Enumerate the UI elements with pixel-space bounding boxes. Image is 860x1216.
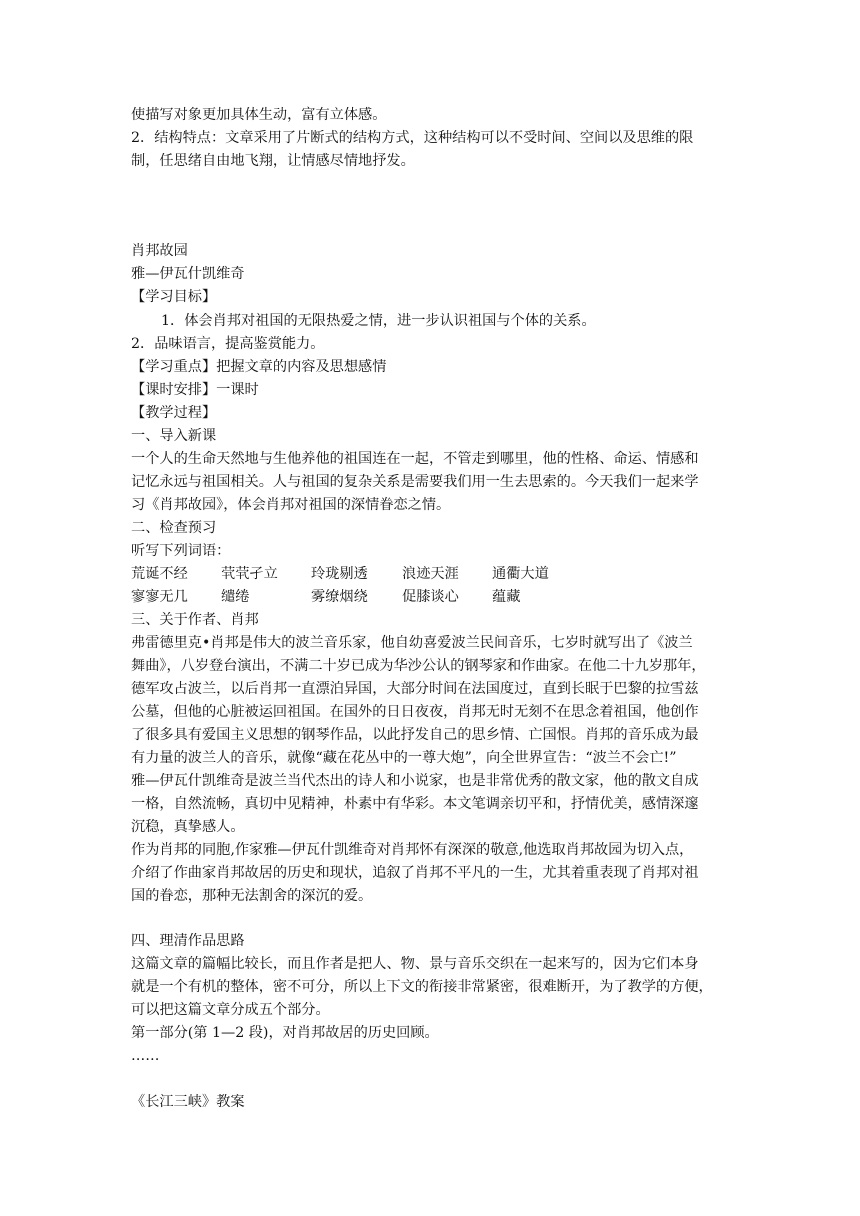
paragraph-line: 雅—伊瓦什凯维奇是波兰当代杰出的诗人和小说家，也是非常优秀的散文家，他的散文自成: [131, 773, 699, 789]
text-line: 制，任思绪自由地飞翔，让情感尽情地抒发。: [131, 153, 415, 169]
paragraph-line: 沉稳，真挚感人。: [131, 819, 245, 835]
section-heading-goals: 【学习目标】: [131, 289, 217, 305]
next-lesson-title: 《长江三峡》教案: [131, 1094, 245, 1110]
subheading-author: 三、关于作者、肖邦: [131, 612, 259, 628]
subheading-structure: 四、理清作品思路: [131, 933, 245, 949]
paragraph-line: 有力量的波兰人的音乐，就像“藏在花丛中的一尊大炮”，向全世界宣告：“波兰不会亡!”: [131, 750, 677, 766]
ellipsis: ……: [131, 1048, 160, 1064]
paragraph-line: 一格，自然流畅，真切中见精神，朴素中有华彩。本文笔调亲切平和，抒情优美，感情深邃: [131, 796, 699, 812]
vocab-word: 通衢大道: [492, 566, 549, 582]
paragraph-line: 了很多具有爱国主义思想的钢琴作品，以此抒发自己的思乡情、亡国恨。肖邦的音乐成为最: [131, 727, 699, 743]
vocab-word: 茕茕孑立: [221, 566, 278, 582]
paragraph-line: 公墓，但他的心脏被运回祖国。在国外的日日夜夜，肖邦无时无刻不在思念着祖国，他创作: [131, 704, 699, 720]
vocab-word: 荒诞不经: [131, 566, 188, 582]
vocab-word: 促膝谈心: [402, 589, 459, 605]
structure-point-line: 2．结构特点：文章采用了片断式的结构方式，这种结构可以不受时间、空间以及思维的限: [131, 130, 694, 146]
paragraph-line: 习《肖邦故园》，体会肖邦对祖国的深情眷恋之情。: [131, 497, 451, 513]
vocab-word: 缱绻: [221, 589, 250, 605]
paragraph-line: 就是一个有机的整体，密不可分，所以上下文的衔接非常紧密，很难断开，为了教学的方便，: [131, 979, 713, 995]
goal-item-1: 1．体会肖邦对祖国的无限热爱之情，进一步认识祖国与个体的关系。: [161, 313, 596, 329]
vocab-word: 浪迹天涯: [402, 566, 459, 582]
dictation-label: 听写下列词语：: [131, 543, 231, 559]
section-schedule: 【课时安排】一课时: [131, 382, 259, 398]
subheading-preview: 二、检查预习: [131, 520, 217, 536]
text-line: 使描写对象更加具体生动，富有立体感。: [131, 107, 387, 123]
vocab-word: 玲珑剔透: [311, 566, 368, 582]
paragraph-line: 弗雷德里克•肖邦是伟大的波兰音乐家，他自幼喜爱波兰民间音乐，七岁时就写出了《波兰: [131, 635, 693, 651]
section-key-points: 【学习重点】把握文章的内容及思想感情: [131, 359, 387, 375]
paragraph-line: 国的眷恋，那种无法割舍的深沉的爱。: [131, 888, 373, 904]
paragraph-line: 一个人的生命天然地与生他养他的祖国连在一起，不管走到哪里，他的性格、命运、情感和: [131, 451, 699, 467]
paragraph-line: 德军攻占波兰，以后肖邦一直漂泊异国，大部分时间在法国度过，直到长眠于巴黎的拉雪兹: [131, 681, 699, 697]
vocab-word: 雾缭烟绕: [311, 589, 368, 605]
paragraph-line: 可以把这篇文章分成五个部分。: [131, 1002, 330, 1018]
paragraph-line: 这篇文章的篇幅比较长，而且作者是把人、物、景与音乐交织在一起来写的，因为它们本身: [131, 956, 699, 972]
goal-item-2: 2．品味语言，提高鉴赏能力。: [131, 336, 325, 352]
paragraph-line: 作为肖邦的同胞,作家雅—伊瓦什凯维奇对肖邦怀有深深的敬意,他选取肖邦故园为切入点，: [131, 842, 694, 858]
paragraph-line: 舞曲》，八岁登台演出，不满二十岁已成为华沙公认的钢琴家和作曲家。在他二十九岁那年，: [131, 658, 706, 674]
subheading-intro: 一、导入新课: [131, 428, 217, 444]
author-line: 雅—伊瓦什凯维奇: [131, 266, 245, 282]
section-heading-process: 【教学过程】: [131, 405, 217, 421]
paragraph-line: 记忆永远与祖国相关。人与祖国的复杂关系是需要我们用一生去思索的。今天我们一起来学: [131, 474, 699, 490]
vocab-word: 蕴藏: [492, 589, 521, 605]
part-one-line: 第一部分(第 1—2 段)，对肖邦故居的历史回顾。: [131, 1025, 439, 1041]
vocab-word: 寥寥无几: [131, 589, 188, 605]
lesson-title: 肖邦故园: [131, 243, 188, 259]
paragraph-line: 介绍了作曲家肖邦故居的历史和现状，追叙了肖邦不平凡的一生，尤其着重表现了肖邦对祖: [131, 865, 699, 881]
